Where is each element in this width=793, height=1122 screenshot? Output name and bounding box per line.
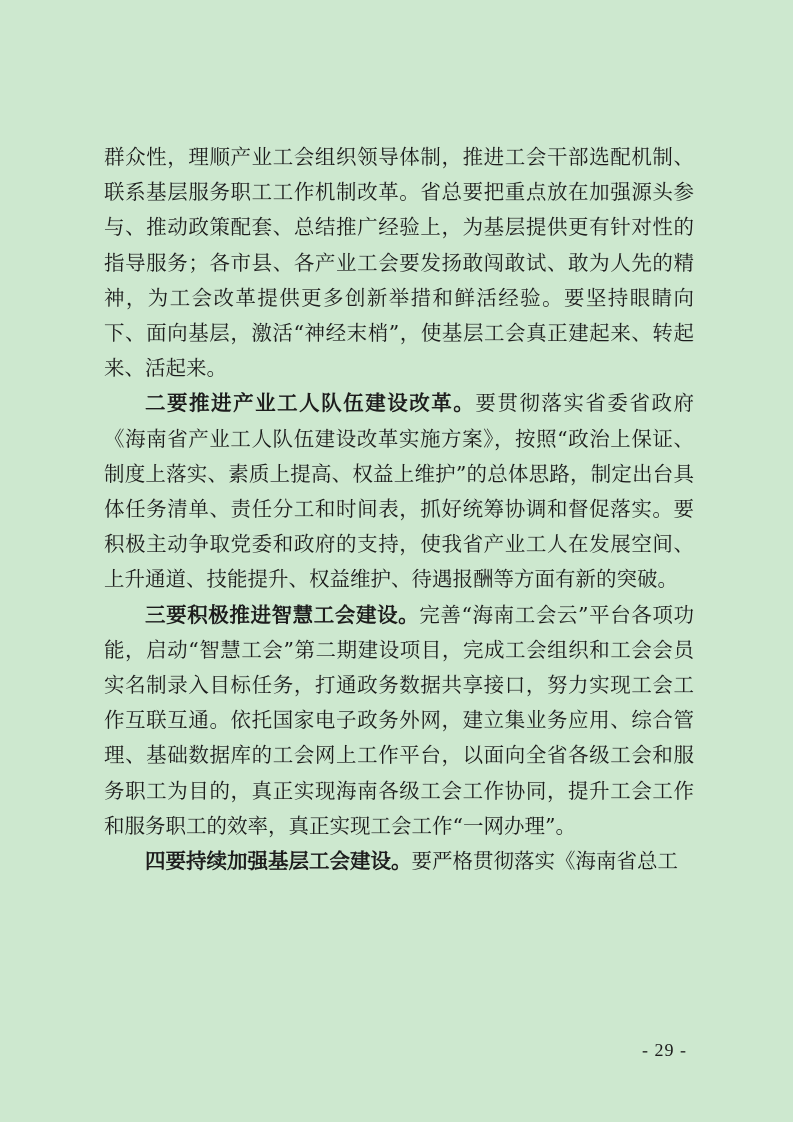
paragraph-1 bbox=[104, 140, 694, 386]
paragraph-3-text: 完善“海南工会云”平台各项功能，启动“智慧工会”第二期建设项目，完成工会组织和工会会员实名制录入目标任务，打通政务数据共享接口，努力实现工会工作互联互通。依托国家电子政务外网，建立集业务应用、综合管理、基础数据库的工会网上工作平台，以面向全省各级工会和服务职工为目的，真正实现海南各级工会工作协同，提升工会工作和服务职工的效率，真正实现工会工作“一网办理”。 bbox=[104, 602, 694, 838]
paragraph-4 bbox=[104, 844, 694, 879]
paragraph-3-lead: 三要积极推进智慧工会建设。 bbox=[145, 602, 420, 627]
paragraph-4-text: 要严格贯彻落实《海南省总工 bbox=[411, 849, 678, 874]
paragraph-2-lead: 二要推进产业工人队伍建设改革。 bbox=[145, 391, 476, 416]
page-number: - 29 - bbox=[642, 1040, 687, 1060]
body-text bbox=[104, 140, 694, 879]
paragraph-2-text: 要贯彻落实省委省政府《海南省产业工人队伍建设改革实施方案》，按照“政治上保证、制度上落实、素质上提高、权益上维护”的总体思路，制定出台具体任务清单、责任分工和时间表，抓好统筹协调和督促落实。要积极主动争取党委和政府的支持，使我省产业工人在发展空间、上升通道、技能提升、权益维护、待遇报酬等方面有新的突破。 bbox=[104, 391, 694, 592]
paragraph-2 bbox=[104, 386, 694, 597]
paragraph-1-text: 群众性，理顺产业工会组织领导体制，推进工会干部选配机制、联系基层服务职工工作机制改革。省总要把重点放在加强源头参与、推动政策配套、总结推广经验上，为基层提供更有针对性的指导服务；各市县、各产业工会要发扬敢闯敢试、敢为人先的精神，为工会改革提供更多创新举措和鲜活经验。要坚持眼睛向下、面向基层，激活“神经末梢”，使基层工会真正建起来、转起来、活起来。 bbox=[104, 145, 694, 381]
paragraph-3 bbox=[104, 598, 694, 844]
paragraph-4-lead: 四要持续加强基层工会建设。 bbox=[145, 849, 412, 874]
